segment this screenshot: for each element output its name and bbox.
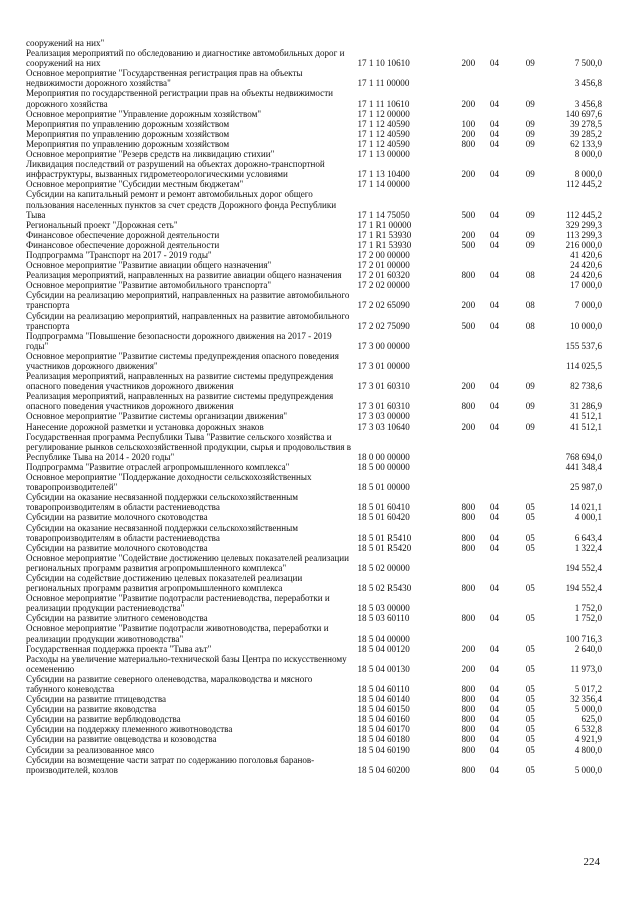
row-name: Подпрограмма "Развитие отраслей агропромышленного комплекса" xyxy=(26,461,290,472)
row-amount: 41 512,1 xyxy=(570,411,602,422)
row-subsection: 05 xyxy=(525,744,535,755)
row-amount: 31 286,9 xyxy=(570,401,602,412)
row-expense-type: 200 xyxy=(461,663,476,674)
row-amount: 3 456,8 xyxy=(574,98,602,109)
table-row xyxy=(26,109,602,119)
row-subsection: 05 xyxy=(525,532,535,543)
row-expense-type: 500 xyxy=(461,209,476,220)
table-row xyxy=(26,573,602,593)
row-name: Субсидии на развитие птицеводства xyxy=(26,694,167,705)
row-name: Субсидии на капитальный ремонт и ремонт автомобильных дорог общего пользования населенных пунктов за счет средств Дорожного фонда Республики Тыва xyxy=(26,189,337,220)
table-row xyxy=(26,674,602,694)
row-amount: 4 800,0 xyxy=(574,744,602,755)
table-row xyxy=(26,644,602,654)
row-name: Мероприятия по управлению дорожным хозяйством xyxy=(26,128,230,139)
row-amount: 4 921,9 xyxy=(574,734,602,745)
row-expense-type: 200 xyxy=(461,128,476,139)
row-section: 04 xyxy=(489,694,499,705)
row-code: 17 3 00 00000 xyxy=(357,340,410,351)
table-row xyxy=(26,290,602,310)
table-row xyxy=(26,694,602,704)
row-amount: 7 500,0 xyxy=(574,58,602,69)
row-expense-type: 500 xyxy=(461,239,476,250)
row-code: 18 5 04 60110 xyxy=(357,684,410,694)
row-name: Нанесение дорожной разметки и установка дорожных знаков xyxy=(26,421,264,432)
row-code: 18 5 00 00000 xyxy=(357,461,410,472)
row-name: Подпрограмма "Транспорт на 2017 - 2019 годы" xyxy=(26,249,212,260)
row-code: 17 2 02 75090 xyxy=(357,320,410,331)
row-section: 04 xyxy=(489,169,499,180)
row-code: 17 1 12 40590 xyxy=(357,128,410,139)
row-amount: 113 299,3 xyxy=(565,229,602,240)
row-name: Мероприятия по государственной регистрации прав на объекты недвижимости дорожного хозяйства xyxy=(26,88,334,109)
row-amount: 8 000,0 xyxy=(574,169,602,180)
table-row xyxy=(26,755,602,775)
row-section: 04 xyxy=(489,209,499,220)
row-name: Мероприятия по управлению дорожным хозяйством xyxy=(26,118,230,129)
row-code: 17 3 01 60310 xyxy=(357,401,410,412)
row-subsection: 09 xyxy=(525,98,535,109)
row-subsection: 08 xyxy=(525,320,535,331)
row-expense-type: 800 xyxy=(461,764,476,775)
row-amount: 39 278,5 xyxy=(570,118,602,129)
table-row xyxy=(26,159,602,179)
row-subsection: 05 xyxy=(525,704,535,715)
row-subsection: 05 xyxy=(525,724,535,735)
row-subsection: 05 xyxy=(525,542,535,553)
row-amount: 194 552,4 xyxy=(565,583,602,594)
row-name: Региональный проект "Дорожная сеть" xyxy=(26,219,178,230)
row-section: 04 xyxy=(489,583,499,594)
table-row xyxy=(26,260,602,270)
row-section: 04 xyxy=(489,663,499,674)
row-subsection: 09 xyxy=(525,209,535,220)
row-amount: 1 322,4 xyxy=(574,542,602,553)
row-code: 17 3 01 00000 xyxy=(357,361,410,371)
row-section: 04 xyxy=(489,98,499,109)
row-code: 17 1 14 00000 xyxy=(357,179,410,190)
row-amount: 112 445,2 xyxy=(565,209,602,220)
row-section: 04 xyxy=(489,532,499,543)
row-amount: 5 000,0 xyxy=(574,764,602,775)
row-amount: 112 445,2 xyxy=(565,179,602,190)
table-row xyxy=(26,351,602,371)
row-subsection: 09 xyxy=(525,128,535,139)
row-name: Реализация мероприятий, направленных на развитие системы предупреждения опасного поведения участников дорожного движения xyxy=(26,371,334,392)
row-amount: 441 348,4 xyxy=(565,461,602,472)
row-amount: 1 752,0 xyxy=(574,603,602,614)
row-expense-type: 800 xyxy=(461,684,476,694)
row-expense-type: 200 xyxy=(461,421,476,432)
row-subsection: 05 xyxy=(525,684,535,694)
row-expense-type: 800 xyxy=(461,724,476,735)
row-amount: 100 716,3 xyxy=(565,633,602,644)
row-name: Субсидии на развитие яководства xyxy=(26,704,157,715)
row-amount: 3 456,8 xyxy=(574,78,602,89)
row-name: Основное мероприятие "Развитие авиации общего назначения" xyxy=(26,260,272,271)
row-subsection: 05 xyxy=(525,714,535,725)
row-amount: 7 000,0 xyxy=(574,300,602,311)
row-code: 18 5 03 60110 xyxy=(357,613,410,624)
row-expense-type: 800 xyxy=(461,704,476,715)
row-name: Финансовое обеспечение дорожной деятельности xyxy=(26,239,220,250)
row-section: 04 xyxy=(489,744,499,755)
row-amount: 4 000,1 xyxy=(574,512,602,523)
table-row xyxy=(26,523,602,543)
row-amount: 41 420,6 xyxy=(570,249,602,260)
row-subsection: 09 xyxy=(525,229,535,240)
table-row xyxy=(26,391,602,411)
row-expense-type: 800 xyxy=(461,714,476,725)
table-row xyxy=(26,654,602,674)
row-name: Субсидии на развитие верблюдоводства xyxy=(26,714,181,725)
row-name: Основное мероприятие "Развитие подотрасли растениеводства, переработки и реализации продукции растениеводства" xyxy=(26,593,330,614)
row-name: Финансовое обеспечение дорожной деятельности xyxy=(26,229,220,240)
row-expense-type: 800 xyxy=(461,542,476,553)
table-row xyxy=(26,623,602,643)
row-amount: 17 000,0 xyxy=(570,280,602,291)
row-section: 04 xyxy=(489,118,499,129)
row-subsection: 09 xyxy=(525,169,535,180)
table-row xyxy=(26,88,602,108)
row-code: 17 2 02 65090 xyxy=(357,300,410,311)
table-row xyxy=(26,724,602,734)
table-row xyxy=(26,250,602,260)
row-name: Субсидии на поддержку племенного животноводства xyxy=(26,724,233,735)
row-expense-type: 800 xyxy=(461,512,476,523)
row-subsection: 09 xyxy=(525,58,535,69)
row-name: Мероприятия по управлению дорожным хозяйством xyxy=(26,138,230,149)
row-subsection: 05 xyxy=(525,694,535,705)
row-code: 18 5 04 60170 xyxy=(357,724,410,735)
row-subsection: 05 xyxy=(525,502,535,513)
row-code: 18 5 04 60160 xyxy=(357,714,410,725)
row-subsection: 08 xyxy=(525,300,535,311)
row-code: 17 3 03 00000 xyxy=(357,411,410,422)
row-subsection: 05 xyxy=(525,734,535,745)
row-name: Субсидии на оказание несвязанной поддержки сельскохозяйственным товаропроизводителям в области растениеводства xyxy=(26,492,298,513)
row-section: 04 xyxy=(489,684,499,694)
row-section: 04 xyxy=(489,128,499,139)
table-row xyxy=(26,462,602,472)
row-code: 18 5 03 00000 xyxy=(357,603,410,614)
row-code: 18 5 04 60140 xyxy=(357,694,410,705)
row-code: 17 2 02 00000 xyxy=(357,280,410,291)
row-expense-type: 200 xyxy=(461,229,476,240)
row-code: 17 1 14 75050 xyxy=(357,209,410,220)
row-subsection: 05 xyxy=(525,663,535,674)
row-section: 04 xyxy=(489,381,499,392)
row-expense-type: 800 xyxy=(461,694,476,705)
table-row xyxy=(26,734,602,744)
row-amount: 155 537,6 xyxy=(565,340,602,351)
table-row xyxy=(26,714,602,724)
row-name: Субсидии на содействие достижению целевых показателей реализации региональных программ развития агропромышленного комплекса xyxy=(26,572,303,594)
row-code: 17 1 10 10610 xyxy=(357,58,410,69)
row-amount: 39 285,2 xyxy=(570,128,602,139)
row-code: 18 5 04 60180 xyxy=(357,734,410,745)
row-expense-type: 800 xyxy=(461,744,476,755)
row-expense-type: 200 xyxy=(461,98,476,109)
table-row xyxy=(26,129,602,139)
row-expense-type: 800 xyxy=(461,502,476,513)
row-code: 17 2 01 00000 xyxy=(357,260,410,271)
row-expense-type: 800 xyxy=(461,583,476,594)
row-code: 17 1 11 10610 xyxy=(357,98,410,109)
table-row xyxy=(26,240,602,250)
row-code: 18 0 00 00000 xyxy=(357,451,410,462)
table-row xyxy=(26,553,602,573)
row-name: Основное мероприятие "Резерв средств на ликвидацию стихии" xyxy=(26,149,275,160)
table-row xyxy=(26,119,602,129)
table-row xyxy=(26,613,602,623)
row-name: Реализация мероприятий, направленных на развитие системы предупреждения опасного поведения участников дорожного движения xyxy=(26,391,334,412)
row-section: 04 xyxy=(489,58,499,69)
row-amount: 10 000,0 xyxy=(570,320,602,331)
row-amount: 82 738,6 xyxy=(570,381,602,392)
row-code: 18 5 01 R5410 xyxy=(357,532,412,543)
row-name: Расходы на увеличение материально-технической базы Центра по искусственному осеменению xyxy=(26,653,347,674)
row-code: 17 1 R1 53930 xyxy=(357,229,412,240)
row-expense-type: 500 xyxy=(461,320,476,331)
row-expense-type: 200 xyxy=(461,643,476,654)
row-amount: 5 017,2 xyxy=(574,684,602,694)
budget-table xyxy=(26,38,602,775)
row-section: 04 xyxy=(489,714,499,725)
row-amount: 114 025,5 xyxy=(565,361,602,371)
row-section: 04 xyxy=(489,229,499,240)
row-name: Субсидии на реализацию мероприятий, направленных на развитие автомобильного транспорта xyxy=(26,310,350,331)
row-section: 04 xyxy=(489,734,499,745)
table-row xyxy=(26,704,602,714)
table-row xyxy=(26,371,602,391)
row-code: 18 5 01 00000 xyxy=(357,482,410,493)
table-row xyxy=(26,745,602,755)
row-name: Основное мероприятие "Развитие автомобильного транспорта" xyxy=(26,280,272,291)
row-amount: 14 021,1 xyxy=(570,502,602,513)
row-amount: 24 420,6 xyxy=(570,270,602,281)
row-subsection: 09 xyxy=(525,381,535,392)
row-code: 18 5 02 00000 xyxy=(357,562,410,573)
row-name: Основное мероприятие "Государственная регистрация прав на объекты недвижимости дорожного хозяйства" xyxy=(26,68,303,89)
row-section: 04 xyxy=(489,542,499,553)
row-amount: 768 694,0 xyxy=(565,451,602,462)
row-name: Основное мероприятие "Развитие системы предупреждения опасного поведения участников дорожного движения" xyxy=(26,350,339,371)
row-expense-type: 800 xyxy=(461,613,476,624)
row-expense-type: 800 xyxy=(461,270,476,281)
row-name: Государственная поддержка проекта "Тыва аът" xyxy=(26,643,212,654)
row-section: 04 xyxy=(489,613,499,624)
row-subsection: 05 xyxy=(525,613,535,624)
row-name: Государственная программа Республики Тыва "Развитие сельского хозяйства и регулирование рынков сельскохозяйственной продукции, сырья и продовольствия в Республике Тыва на 2014 - 2020 годы" xyxy=(26,431,352,462)
page-number: 224 xyxy=(583,856,600,868)
row-code: 18 5 01 60420 xyxy=(357,512,410,523)
row-amount: 32 356,4 xyxy=(570,694,602,705)
table-row xyxy=(26,220,602,230)
row-section: 04 xyxy=(489,764,499,775)
table-row xyxy=(26,270,602,280)
row-expense-type: 800 xyxy=(461,138,476,149)
row-code: 17 1 12 00000 xyxy=(357,108,410,119)
row-code: 18 5 04 00120 xyxy=(357,643,410,654)
row-amount: 11 973,0 xyxy=(570,663,602,674)
row-section: 04 xyxy=(489,421,499,432)
row-code: 18 5 04 00000 xyxy=(357,633,410,644)
row-subsection: 09 xyxy=(525,421,535,432)
row-code: 17 1 12 40590 xyxy=(357,138,410,149)
row-section: 04 xyxy=(489,512,499,523)
row-code: 18 5 04 60190 xyxy=(357,744,410,755)
row-amount: 25 987,0 xyxy=(570,482,602,493)
row-name: Субсидии на развитие молочного скотоводства xyxy=(26,512,208,523)
row-code: 17 1 13 00000 xyxy=(357,149,410,160)
row-expense-type: 800 xyxy=(461,734,476,745)
row-subsection: 09 xyxy=(525,401,535,412)
row-code: 17 1 11 00000 xyxy=(357,78,410,89)
row-section: 04 xyxy=(489,502,499,513)
row-name: Основное мероприятие "Развитие подотрасли животноводства, переработки и реализации продукции животноводства" xyxy=(26,623,329,644)
row-code: 17 1 R1 00000 xyxy=(357,219,412,230)
row-code: 17 1 13 10400 xyxy=(357,169,410,180)
row-code: 17 2 00 00000 xyxy=(357,249,410,260)
row-name: Реализация мероприятий, направленных на развитие авиации общего назначения xyxy=(26,270,342,281)
table-row xyxy=(26,230,602,240)
row-subsection: 09 xyxy=(525,138,535,149)
row-name: Субсидии на реализацию мероприятий, направленных на развитие автомобильного транспорта xyxy=(26,290,350,311)
row-subsection: 05 xyxy=(525,583,535,594)
row-expense-type: 200 xyxy=(461,381,476,392)
row-section: 04 xyxy=(489,320,499,331)
row-code: 18 5 01 R5420 xyxy=(357,542,412,553)
row-amount: 194 552,4 xyxy=(565,562,602,573)
row-amount: 6 532,8 xyxy=(574,724,602,735)
row-amount: 5 000,0 xyxy=(574,704,602,715)
row-name: Субсидии на развитие северного оленеводства, маралководства и мясного табунного коневодства xyxy=(26,673,313,694)
table-row xyxy=(26,68,602,88)
table-row xyxy=(26,179,602,189)
row-section: 04 xyxy=(489,138,499,149)
row-code: 18 5 04 00130 xyxy=(357,663,410,674)
row-name: сооружений на них" xyxy=(26,38,105,48)
row-name: Подпрограмма "Повышение безопасности дорожного движения на 2017 - 2019 годы" xyxy=(26,330,332,351)
table-row xyxy=(26,38,602,48)
row-section: 04 xyxy=(489,239,499,250)
row-expense-type: 200 xyxy=(461,169,476,180)
row-section: 04 xyxy=(489,300,499,311)
row-amount: 6 643,4 xyxy=(574,532,602,543)
row-name: Ликвидация последствий от разрушений на объектах дорожно-транспортной инфраструктуры, вызванных гидрометеорологическими условиями xyxy=(26,159,325,180)
row-name: Субсидии на оказание несвязанной поддержки сельскохозяйственным товаропроизводителям в области растениеводства xyxy=(26,522,298,543)
row-name: Основное мероприятие "Содействие достижению целевых показателей реализации региональных программ развития агропромышленного комплекса" xyxy=(26,552,349,573)
table-row xyxy=(26,48,602,68)
row-subsection: 05 xyxy=(525,764,535,775)
row-expense-type: 200 xyxy=(461,300,476,311)
row-code: 18 5 02 R5430 xyxy=(357,583,412,594)
row-code: 17 1 12 40590 xyxy=(357,118,410,129)
row-subsection: 08 xyxy=(525,270,535,281)
row-name: Субсидии за реализованное мясо xyxy=(26,744,155,755)
row-name: Реализация мероприятий по обследованию и диагностике автомобильных дорог и сооружений на них xyxy=(26,48,345,69)
row-section: 04 xyxy=(489,401,499,412)
row-amount: 216 000,0 xyxy=(565,239,602,250)
table-row xyxy=(26,472,602,492)
row-code: 17 2 01 60320 xyxy=(357,270,410,281)
table-row xyxy=(26,422,602,432)
table-row xyxy=(26,139,602,149)
row-amount: 41 512,1 xyxy=(570,421,602,432)
row-amount: 140 697,6 xyxy=(565,108,602,119)
row-name: Субсидии на развитие овцеводства и козоводства xyxy=(26,734,217,745)
row-name: Субсидии на развитие элитного семеноводства xyxy=(26,613,208,624)
row-section: 04 xyxy=(489,643,499,654)
row-section: 04 xyxy=(489,724,499,735)
row-expense-type: 100 xyxy=(461,118,476,129)
row-amount: 8 000,0 xyxy=(574,149,602,160)
row-name: Основное мероприятие "Поддержание доходности сельскохозяйственных товаропроизводителей" xyxy=(26,472,312,493)
row-code: 18 5 01 60410 xyxy=(357,502,410,513)
row-name: Субсидии на возмещение части затрат по содержанию поголовья баранов-производителей, козлов xyxy=(26,754,315,775)
table-row xyxy=(26,492,602,512)
row-amount: 1 752,0 xyxy=(574,613,602,624)
table-row xyxy=(26,311,602,331)
table-row xyxy=(26,543,602,553)
row-amount: 625,0 xyxy=(581,714,602,725)
row-code: 17 3 03 10640 xyxy=(357,421,410,432)
row-subsection: 09 xyxy=(525,118,535,129)
row-amount: 24 420,6 xyxy=(570,260,602,271)
table-row xyxy=(26,149,602,159)
row-name: Основное мероприятие "Развитие системы организации движения" xyxy=(26,411,288,422)
table-row xyxy=(26,432,602,462)
row-name: Основное мероприятие "Управление дорожным хозяйством" xyxy=(26,108,262,119)
row-expense-type: 800 xyxy=(461,532,476,543)
row-amount: 62 133,9 xyxy=(570,138,602,149)
row-code: 17 3 01 60310 xyxy=(357,381,410,392)
row-amount: 2 640,0 xyxy=(574,643,602,654)
row-amount: 329 299,3 xyxy=(565,219,602,230)
table-row xyxy=(26,280,602,290)
row-name: Основное мероприятие "Субсидии местным бюджетам" xyxy=(26,179,244,190)
row-expense-type: 200 xyxy=(461,58,476,69)
table-row xyxy=(26,593,602,613)
row-expense-type: 800 xyxy=(461,401,476,412)
row-code: 18 5 04 60150 xyxy=(357,704,410,715)
table-row xyxy=(26,411,602,421)
row-name: Субсидии на развитие молочного скотоводства xyxy=(26,542,208,553)
row-subsection: 05 xyxy=(525,512,535,523)
row-subsection: 09 xyxy=(525,239,535,250)
row-section: 04 xyxy=(489,704,499,715)
table-row xyxy=(26,189,602,219)
row-subsection: 05 xyxy=(525,643,535,654)
table-row xyxy=(26,331,602,351)
table-row xyxy=(26,512,602,522)
row-code: 18 5 04 60200 xyxy=(357,764,410,775)
row-section: 04 xyxy=(489,270,499,281)
row-code: 17 1 R1 53930 xyxy=(357,239,412,250)
